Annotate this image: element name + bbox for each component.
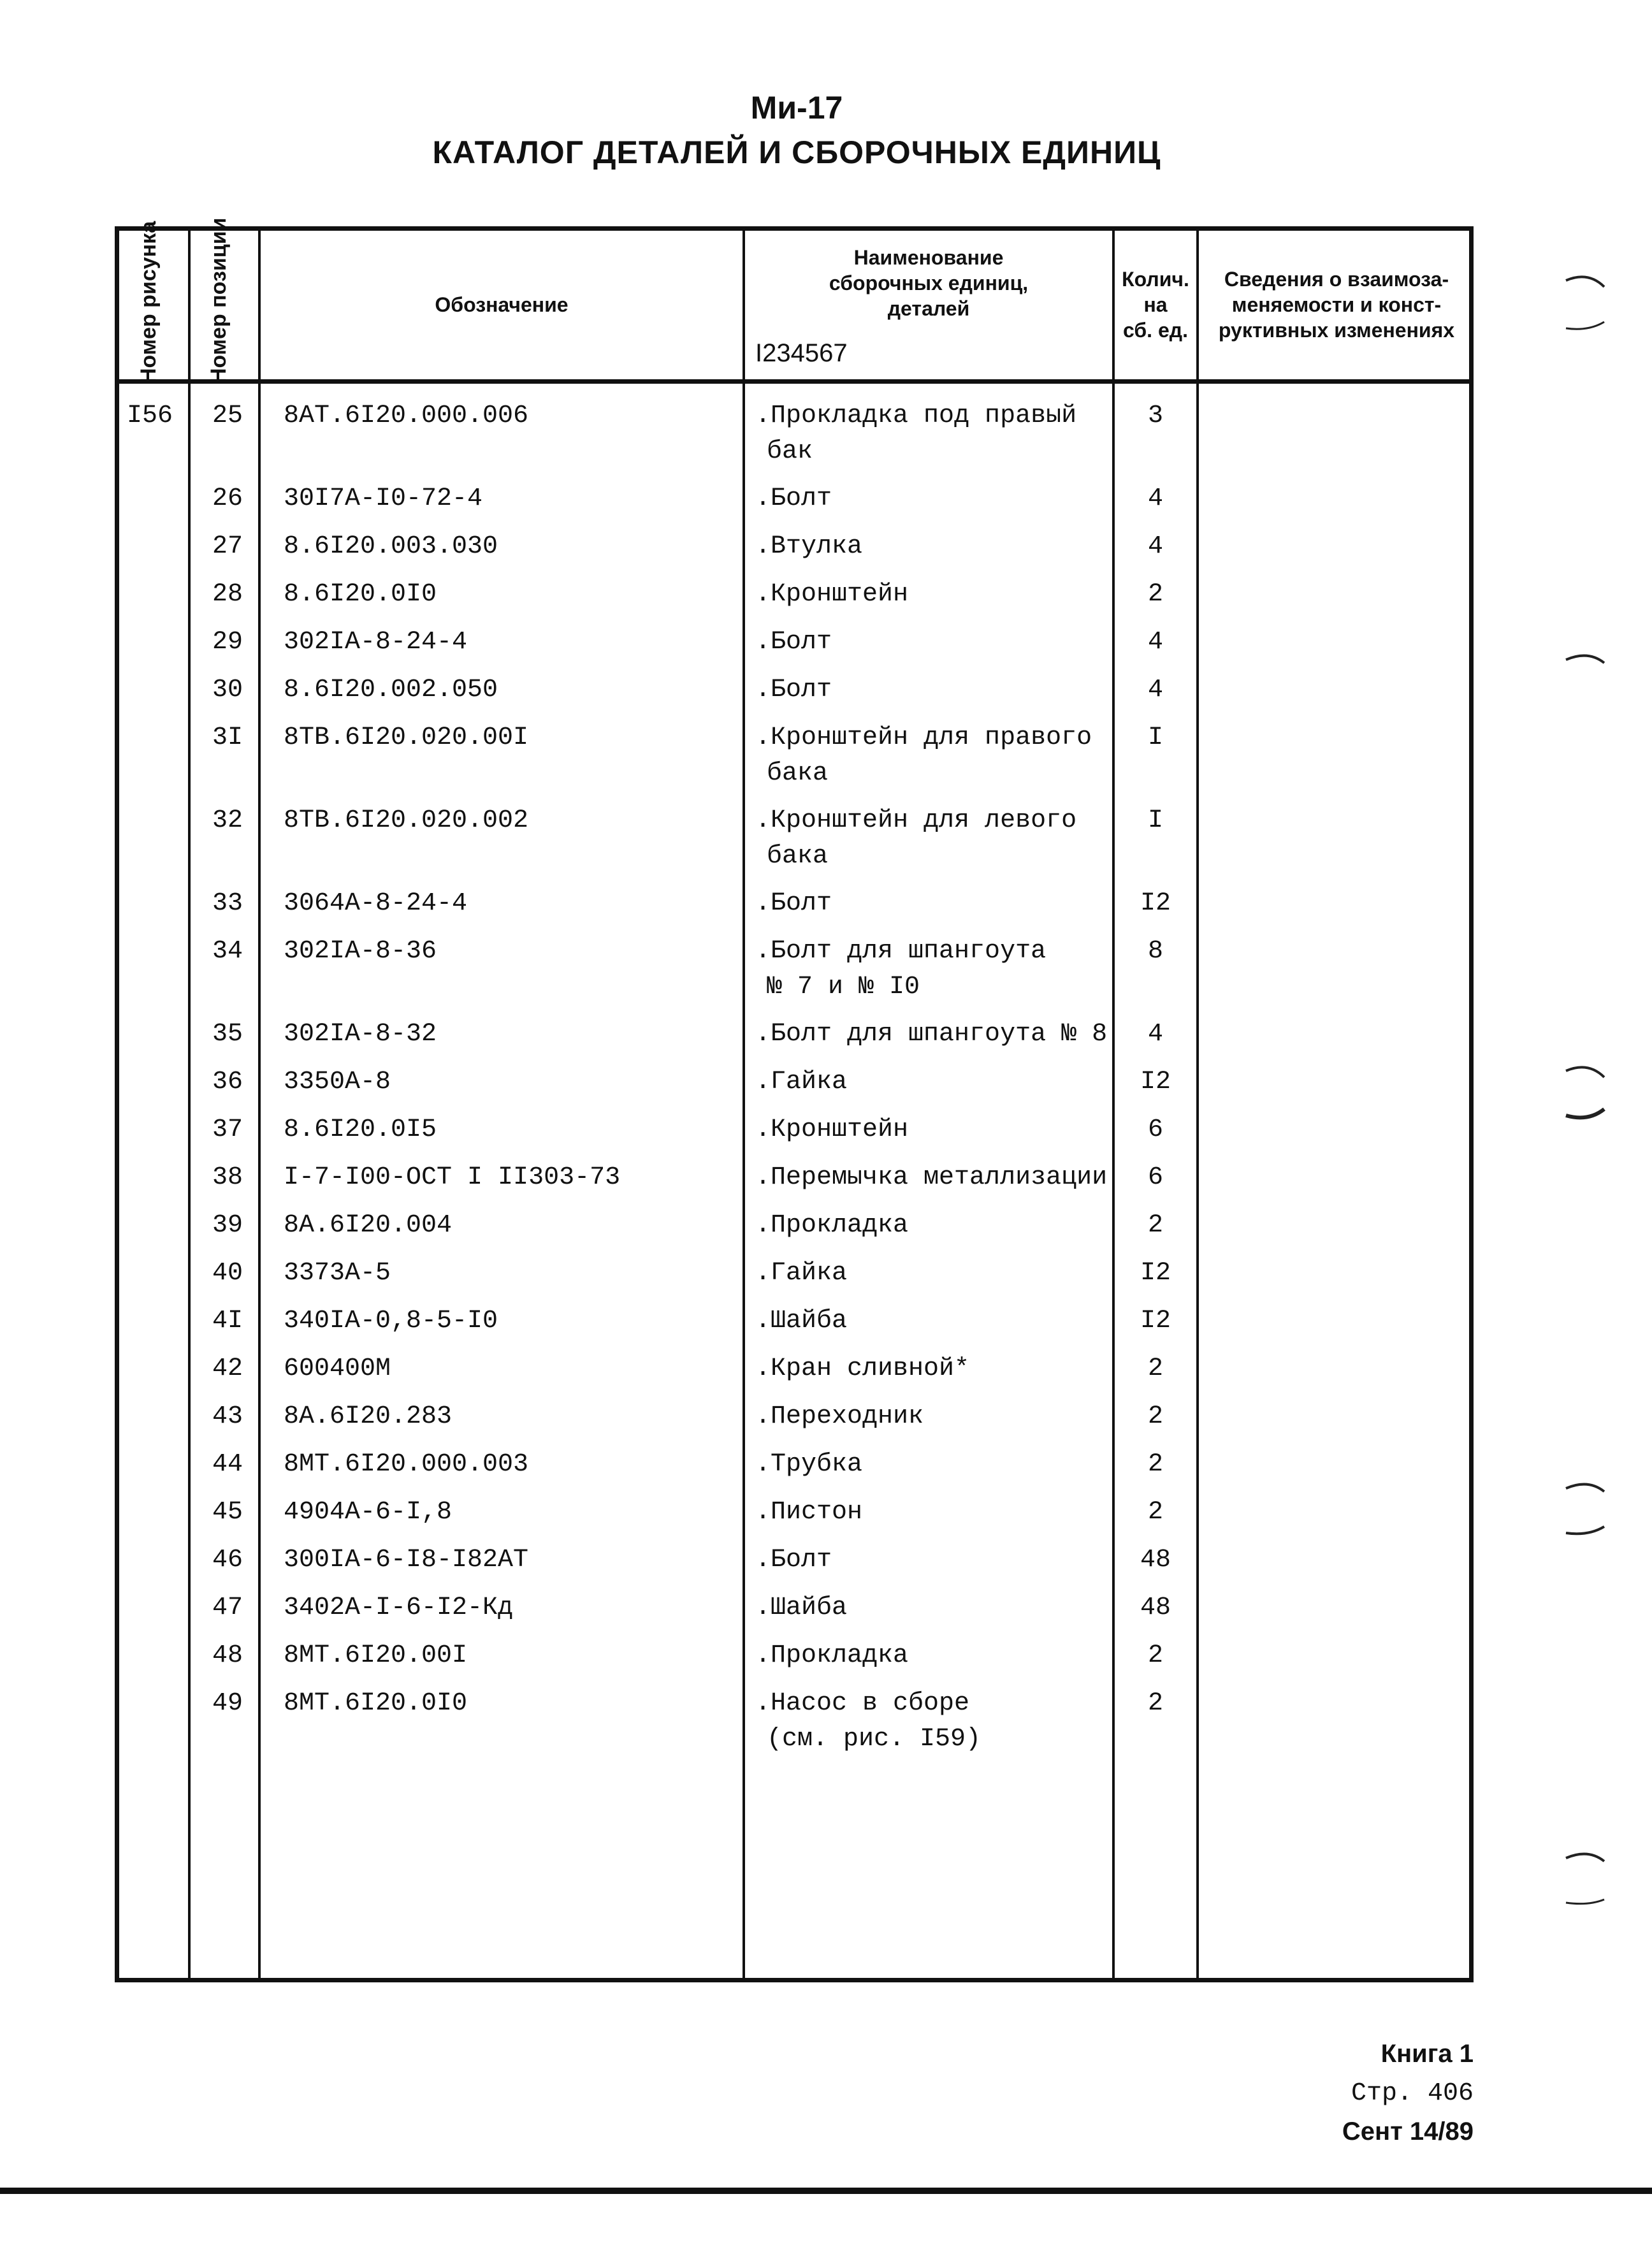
- row-pos-cell: 40: [212, 1259, 243, 1288]
- row-name-cell: .Насос в сборе: [755, 1689, 970, 1718]
- row-name-cell: .Втулка: [755, 532, 863, 561]
- row-designation-cell: I-7-I00-ОСТ I II303-73: [284, 1163, 621, 1192]
- row-pos-cell: 4I: [212, 1307, 243, 1335]
- row-name-cell: .Кран сливной*: [755, 1355, 970, 1383]
- name-header-line: деталей: [887, 297, 970, 320]
- row-pos-cell: 34: [212, 937, 243, 966]
- qty-header: [1115, 266, 1196, 343]
- page-number: Стр. 406: [1351, 2079, 1474, 2108]
- qty-header-line: сб. ед.: [1123, 319, 1188, 342]
- row-fig-cell: I56: [127, 402, 173, 430]
- row-name-cell: .Прокладка: [755, 1211, 909, 1240]
- fig-no-header: [136, 221, 174, 384]
- row-name-cell: .Пистон: [755, 1498, 863, 1527]
- row-pos-cell: 43: [212, 1402, 243, 1431]
- row-qty-cell: 4: [1147, 484, 1163, 513]
- row-qty-cell: 2: [1147, 580, 1163, 609]
- row-qty-cell: 48: [1140, 1594, 1171, 1622]
- row-name-cell: .Гайка: [755, 1068, 848, 1096]
- row-pos-cell: 3I: [212, 723, 243, 752]
- row-name-cell: .Болт для шпангоута № 8: [755, 1020, 1108, 1049]
- name-code: I234567: [755, 339, 848, 367]
- row-designation-cell: 30I7A-I0-72-4: [284, 484, 483, 513]
- row-pos-cell: 36: [212, 1068, 243, 1096]
- info-header-line: руктивных изменениях: [1218, 319, 1455, 342]
- row-name-cont-cell: бак: [767, 437, 813, 466]
- pos-no-header-text: Номер позиции: [207, 217, 231, 384]
- row-designation-cell: 302IA-8-32: [284, 1020, 437, 1049]
- row-pos-cell: 49: [212, 1689, 243, 1718]
- row-qty-cell: I2: [1140, 1307, 1171, 1335]
- row-name-cell: .Шайба: [755, 1594, 848, 1622]
- row-qty-cell: 4: [1147, 676, 1163, 704]
- row-name-cell: .Гайка: [755, 1259, 848, 1288]
- row-name-cell: .Болт: [755, 676, 832, 704]
- row-qty-cell: I2: [1140, 1259, 1171, 1288]
- row-qty-cell: 2: [1147, 1355, 1163, 1383]
- row-qty-cell: 2: [1147, 1641, 1163, 1670]
- row-designation-cell: 300IA-6-I8-I82AT: [284, 1546, 529, 1574]
- row-pos-cell: 48: [212, 1641, 243, 1670]
- row-pos-cell: 38: [212, 1163, 243, 1192]
- row-designation-cell: 8МТ.6I20.00I: [284, 1641, 468, 1670]
- info-header-line: Сведения о взаимоза-: [1224, 268, 1449, 291]
- row-designation-cell: 8.6I20.0I5: [284, 1115, 437, 1144]
- row-designation-cell: 8АТ.6I20.000.006: [284, 402, 529, 430]
- row-name-cell: .Кронштейн для правого: [755, 723, 1092, 752]
- row-designation-cell: 8A.6I20.004: [284, 1211, 453, 1240]
- binder-hole-mark: [1563, 1842, 1607, 1899]
- row-designation-cell: 600400М: [284, 1355, 391, 1383]
- row-designation-cell: 3402A-I-6-I2-Кд: [284, 1594, 514, 1622]
- row-name-cont-cell: бака: [767, 842, 829, 871]
- row-qty-cell: I: [1147, 806, 1163, 835]
- qty-header-line: на: [1143, 293, 1168, 316]
- row-name-cell: .Болт: [755, 1546, 832, 1574]
- row-pos-cell: 25: [212, 402, 243, 430]
- header-divider: [119, 379, 1469, 384]
- row-qty-cell: 2: [1147, 1211, 1163, 1240]
- pos-no-header: [206, 217, 244, 384]
- row-pos-cell: 26: [212, 484, 243, 513]
- designation-header: Обозначение: [435, 293, 569, 316]
- row-name-cont-cell: (см. рис. I59): [767, 1725, 982, 1754]
- row-designation-cell: 8.6I20.002.050: [284, 676, 498, 704]
- row-name-cont-cell: № 7 и № I0: [767, 973, 920, 1001]
- row-pos-cell: 35: [212, 1020, 243, 1049]
- row-pos-cell: 33: [212, 889, 243, 918]
- row-name-cell: .Болт: [755, 628, 832, 657]
- row-pos-cell: 30: [212, 676, 243, 704]
- row-name-cell: .Болт: [755, 889, 832, 918]
- row-designation-cell: 8МТ.6I20.000.003: [284, 1450, 529, 1479]
- row-qty-cell: 4: [1147, 628, 1163, 657]
- row-pos-cell: 29: [212, 628, 243, 657]
- row-pos-cell: 44: [212, 1450, 243, 1479]
- model-title: Ми-17: [750, 90, 843, 126]
- row-pos-cell: 32: [212, 806, 243, 835]
- row-pos-cell: 46: [212, 1546, 243, 1574]
- row-pos-cell: 42: [212, 1355, 243, 1383]
- info-header: [1199, 266, 1474, 343]
- row-name-cell: .Кронштейн: [755, 580, 909, 609]
- row-designation-cell: 8ТВ.6I20.020.002: [284, 806, 529, 835]
- row-designation-cell: 8A.6I20.283: [284, 1402, 453, 1431]
- row-qty-cell: 6: [1147, 1115, 1163, 1144]
- row-qty-cell: 6: [1147, 1163, 1163, 1192]
- row-designation-cell: 302IA-8-24-4: [284, 628, 468, 657]
- row-designation-cell: 8.6I20.0I0: [284, 580, 437, 609]
- row-designation-cell: 8.6I20.003.030: [284, 532, 498, 561]
- fig-no-header-text: Номер рисунка: [136, 221, 161, 384]
- row-qty-cell: I: [1147, 723, 1163, 752]
- row-designation-cell: 8МТ.6I20.0I0: [284, 1689, 468, 1718]
- row-designation-cell: 3064A-8-24-4: [284, 889, 468, 918]
- row-qty-cell: 2: [1147, 1450, 1163, 1479]
- row-designation-cell: 4904A-6-I,8: [284, 1498, 453, 1527]
- binder-hole-mark: [1563, 644, 1607, 701]
- binder-hole-mark: [1563, 268, 1607, 325]
- row-qty-cell: 4: [1147, 532, 1163, 561]
- catalog-title: КАТАЛОГ ДЕТАЛЕЙ И СБОРОЧНЫХ ЕДИНИЦ: [432, 134, 1161, 170]
- row-designation-cell: 3373A-5: [284, 1259, 391, 1288]
- book-label: Книга 1: [1380, 2040, 1474, 2068]
- row-name-cell: .Болт для шпангоута: [755, 937, 1047, 966]
- row-qty-cell: 8: [1147, 937, 1163, 966]
- name-header: [745, 245, 1112, 321]
- name-header-line: сборочных единиц,: [829, 272, 1029, 294]
- row-pos-cell: 37: [212, 1115, 243, 1144]
- parts-table: [115, 217, 1474, 1982]
- bottom-rule: [0, 2188, 1652, 2194]
- row-pos-cell: 27: [212, 532, 243, 561]
- qty-header-line: Колич.: [1122, 268, 1189, 291]
- row-pos-cell: 47: [212, 1594, 243, 1622]
- row-name-cell: .Трубка: [755, 1450, 863, 1479]
- row-qty-cell: 2: [1147, 1689, 1163, 1718]
- row-name-cell: .Кронштейн: [755, 1115, 909, 1144]
- revision-date: Сент 14/89: [1342, 2117, 1474, 2146]
- row-qty-cell: 48: [1140, 1546, 1171, 1574]
- row-pos-cell: 39: [212, 1211, 243, 1240]
- info-header-line: меняемости и конст-: [1231, 293, 1442, 316]
- col-divider: [743, 231, 745, 1978]
- row-name-cell: .Шайба: [755, 1307, 848, 1335]
- row-pos-cell: 45: [212, 1498, 243, 1527]
- row-name-cell: .Перемычка металлизации: [755, 1163, 1108, 1192]
- row-qty-cell: 4: [1147, 1020, 1163, 1049]
- row-name-cell: .Болт: [755, 484, 832, 513]
- row-qty-cell: 2: [1147, 1402, 1163, 1431]
- col-divider: [258, 231, 261, 1978]
- row-qty-cell: I2: [1140, 889, 1171, 918]
- name-header-line: Наименование: [853, 246, 1004, 269]
- row-name-cell: .Прокладка под правый: [755, 402, 1077, 430]
- row-designation-cell: 3350A-8: [284, 1068, 391, 1096]
- row-qty-cell: 2: [1147, 1498, 1163, 1527]
- row-qty-cell: I2: [1140, 1068, 1171, 1096]
- row-qty-cell: 3: [1147, 402, 1163, 430]
- row-pos-cell: 28: [212, 580, 243, 609]
- col-divider: [188, 231, 191, 1978]
- row-designation-cell: 340IA-0,8-5-I0: [284, 1307, 498, 1335]
- binder-hole-mark: [1563, 1472, 1607, 1530]
- col-divider: [1196, 231, 1199, 1978]
- row-designation-cell: 302IA-8-36: [284, 937, 437, 966]
- row-name-cell: .Кронштейн для левого: [755, 806, 1077, 835]
- row-name-cont-cell: бака: [767, 759, 829, 788]
- binder-hole-mark: [1563, 1058, 1607, 1115]
- row-name-cell: .Переходник: [755, 1402, 924, 1431]
- row-name-cell: .Прокладка: [755, 1641, 909, 1670]
- row-designation-cell: 8ТВ.6I20.020.00I: [284, 723, 529, 752]
